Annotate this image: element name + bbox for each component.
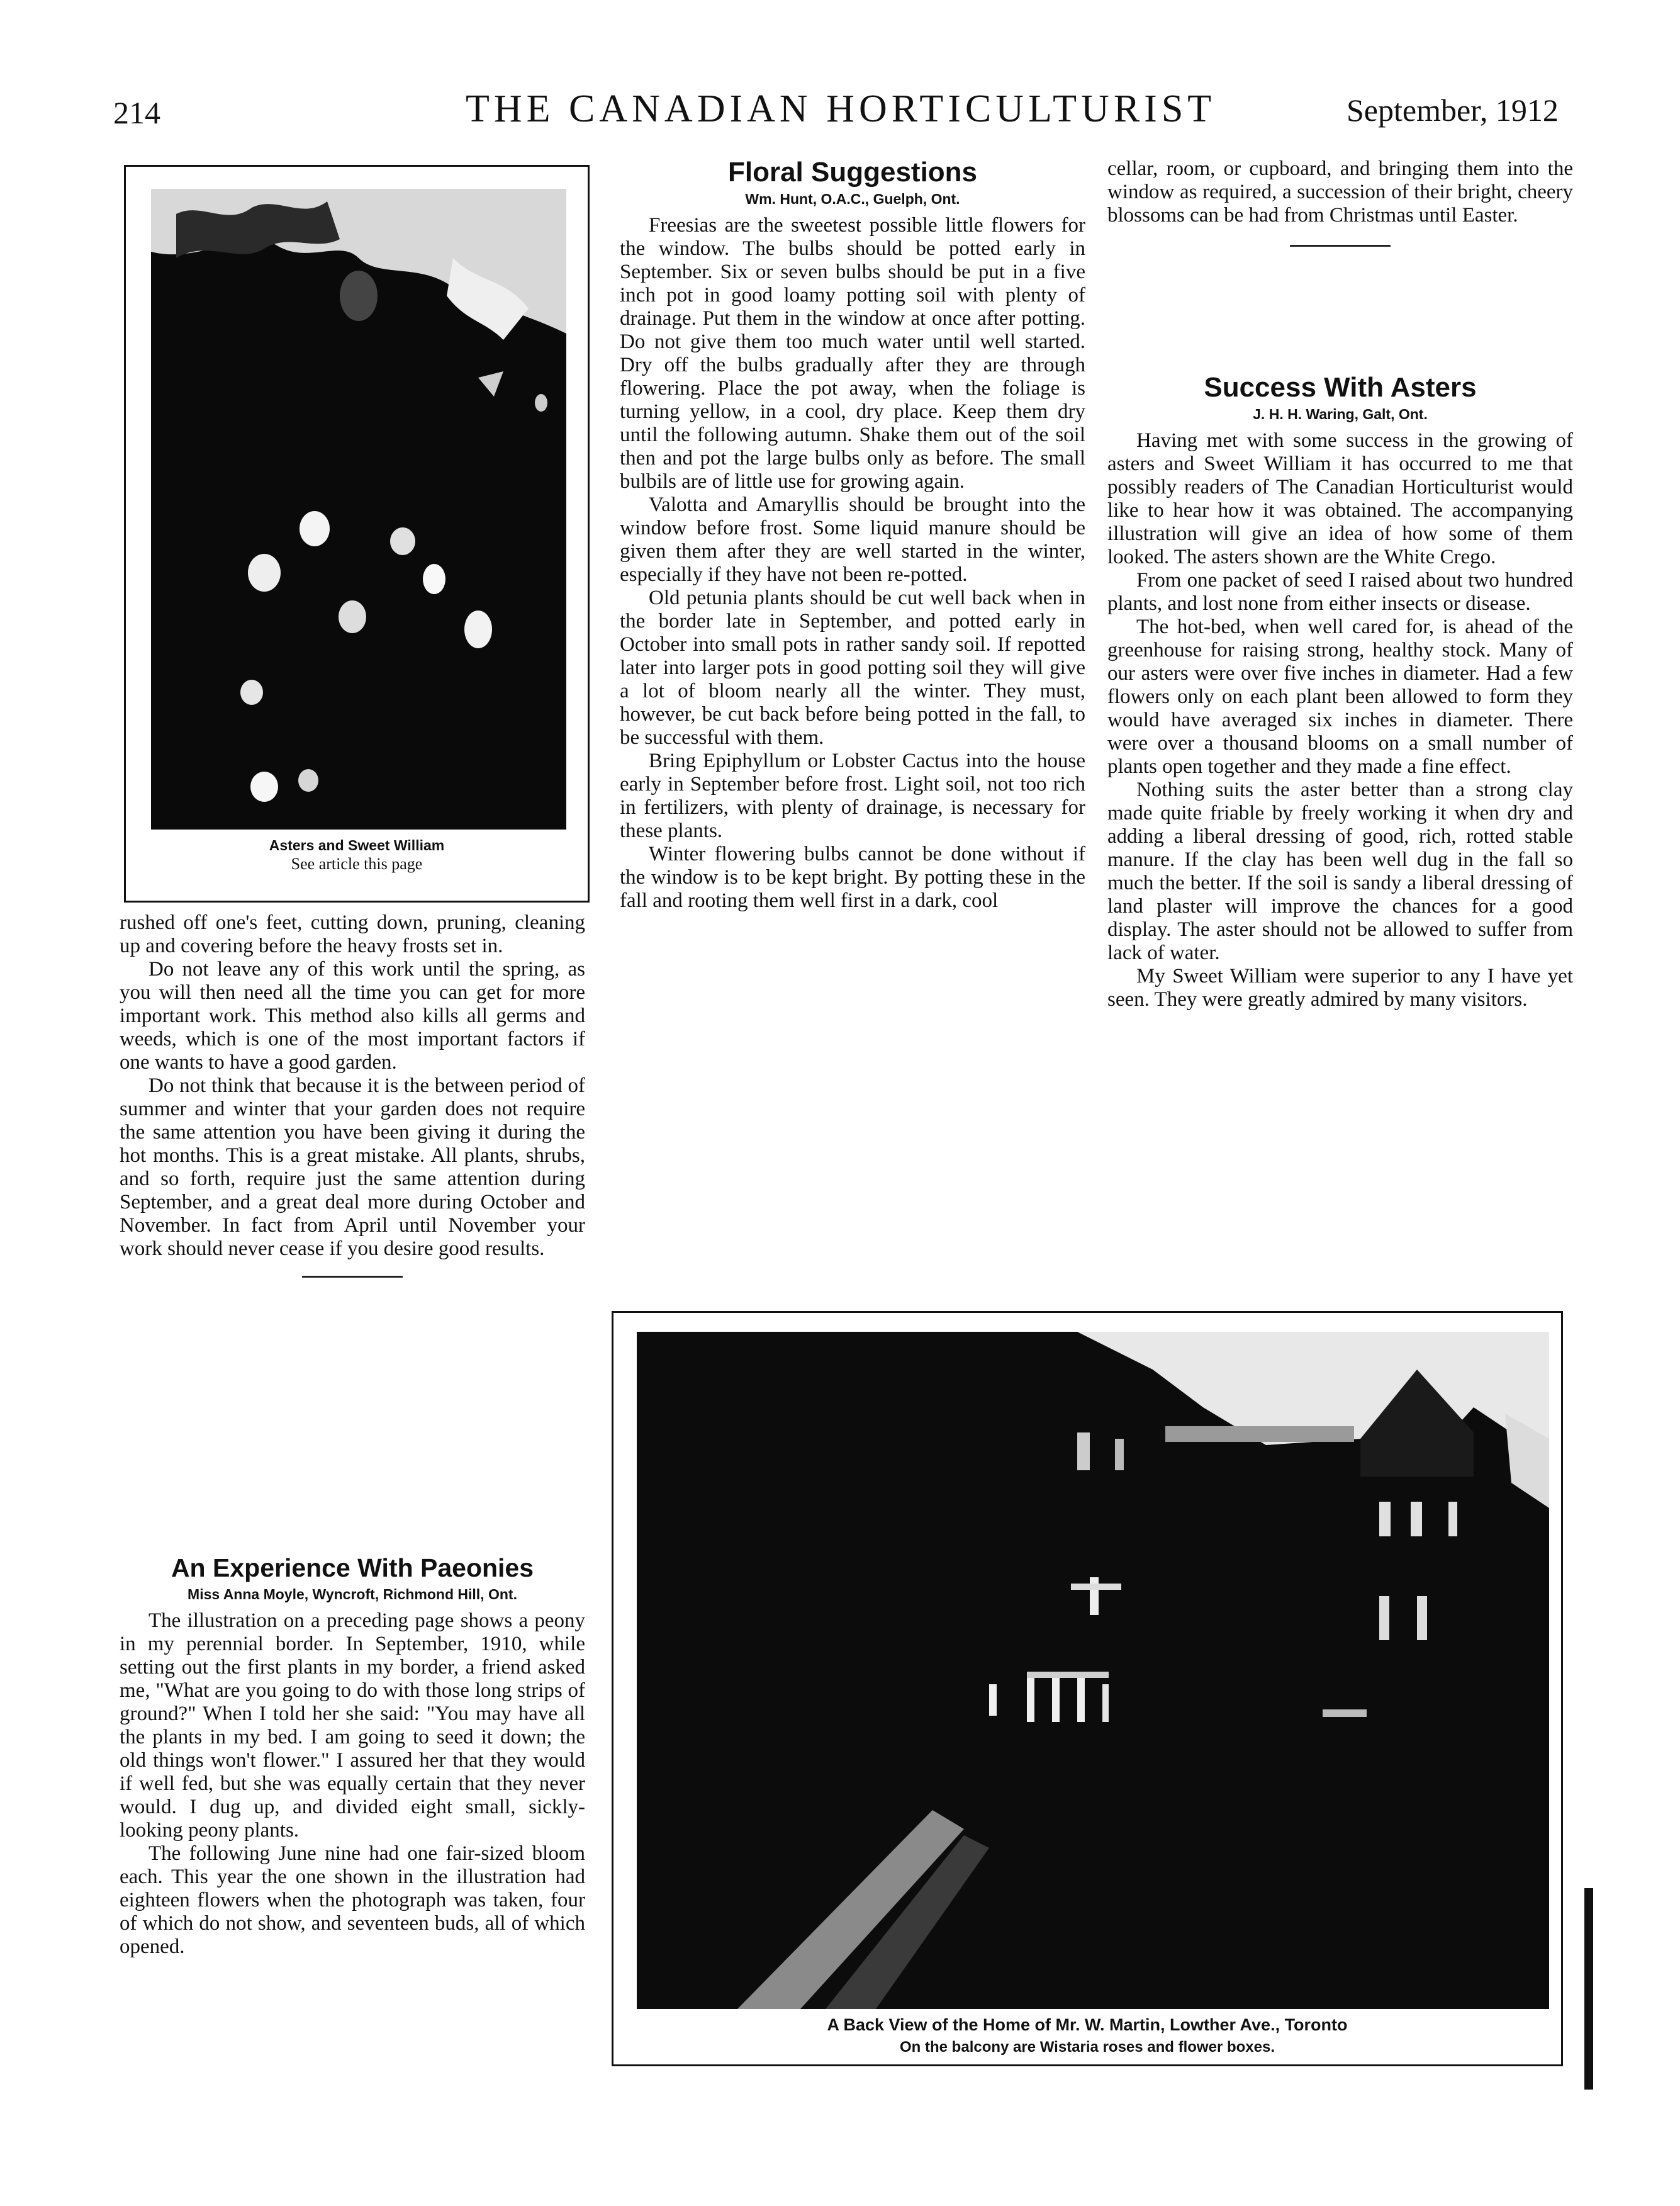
paragraph: The following June nine had one fair-sized bloom each. This year the one shown in the illustration had eighteen flowers when the photograph was taken, four of which do not show, and seventeen buds, all of which opened. [120, 1842, 585, 1958]
divider [302, 1276, 403, 1278]
paragraph: Do not think that because it is the between period of summer and winter that your garden does not require the same attention you have been giving it during the hot months. This is a great mistake. All plants, shrubs, and so forth, require just the same attention during September, and a great deal more during October and November. In fact from April until November your work should never cease if you desire good results. [120, 1074, 585, 1260]
home-caption-note: On the balcony are Wistaria roses and flower boxes. [900, 2039, 1275, 2056]
issue-date: September, 1912 [1347, 93, 1559, 128]
paragraph: Having met with some success in the growing of asters and Sweet William it has occurred to me that possibly readers of The Canadian Horticulturist would like to hear how it was obtained. The accompanying illustration will give an idea of how some of them looked. The asters shown are the White Crego. [1107, 429, 1573, 568]
home-photo [637, 1332, 1549, 2009]
article-byline: J. H. H. Waring, Galt, Ont. [1253, 406, 1428, 422]
asters-caption-note: See article this page [291, 855, 423, 873]
asters-figure-caption [126, 836, 588, 874]
asters-caption-title: Asters and Sweet William [269, 837, 445, 853]
paragraph: Freesias are the sweetest possible little flowers for the window. The bulbs should be potted early in September. Six or seven bulbs should be put in a five inch pot in good loamy potting soil with plenty of drainage. Put them in the window at once after potting. Do not give them too much water until well started. Dry off the bulbs gradually after they are through flowering. Place the pot away, when the foliage is turning yellow, in a cool, dry place. Keep them dry until the following autumn. Shake them out of the soil then and pot the large bulbs only as before. The small bulbils are of little use for growing again. [620, 214, 1085, 493]
paragraph: Winter flowering bulbs cannot be done without if the window is to be kept bright. By potting these in the fall and rooting them well first in a dark, cool [620, 843, 1085, 912]
asters-photo [151, 189, 566, 830]
article-byline: Wm. Hunt, O.A.C., Guelph, Ont. [745, 191, 960, 207]
column-1-continuation [120, 911, 585, 1278]
article-byline: Miss Anna Moyle, Wyncroft, Richmond Hill, Ont. [188, 1586, 517, 1602]
article-floral-suggestions [620, 156, 1085, 913]
paragraph: Bring Epiphyllum or Lobster Cactus into the house early in September before frost. Light soil, not too rich in fertilizers, with plenty of drainage, is necessary for these plants. [620, 750, 1085, 842]
article-success-with-asters [1107, 371, 1573, 1011]
paragraph: From one packet of seed I raised about two hundred plants, and lost none from either insects or disease. [1107, 569, 1573, 615]
paragraph: Old petunia plants should be cut well back when in the border late in September, and potted early in October into small pots in rather sandy soil. If repotted later into larger pots in good potting soil they will give a lot of bloom nearly all the winter. They must, however, be cut back before being potted in the fall, to be successful with them. [620, 587, 1085, 749]
article-paeonies [120, 1551, 585, 1959]
paragraph: Do not leave any of this work until the spring, as you will then need all the time you can get for more important work. This method also kills all germs and weeds, which is one of the most important factors if one wants to have a good garden. [120, 958, 585, 1074]
asters-photo-illustration [151, 189, 566, 830]
paragraph: rushed off one's feet, cutting down, pruning, cleaning up and covering before the heavy frosts set in. [120, 911, 585, 957]
page-number: 214 [113, 95, 160, 130]
paragraph: The illustration on a preceding page shows a peony in my perennial border. In September, 1910, while setting out the first plants in my border, a friend asked me, "What are you going to do with those long strips of ground?" When I told her she said: "You may have all the plants in my bed. I am going to seed it down; the old things won't flower." I assured her that they would if well fed, but she was equally certain that they never would. I dug up, and divided eight small, sickly-looking peony plants. [120, 1609, 585, 1842]
article-title: Success With Asters [1204, 372, 1477, 403]
paragraph: The hot-bed, when well cared for, is ahead of the greenhouse for raising strong, healthy stock. Many of our asters were over five inches in diameter. Had a few flowers only on each plant been allowed to form they would have averaged six inches in diameter. There were over a thousand blooms on a small number of plants open together and they made a fine effect. [1107, 616, 1573, 778]
home-photo-illustration [637, 1332, 1549, 2009]
column-3-continuation [1107, 157, 1573, 247]
home-caption-title: A Back View of the Home of Mr. W. Martin, Lowther Ave., Toronto [827, 2015, 1348, 2034]
paragraph: Valotta and Amaryllis should be brought into the window before frost. Some liquid manure should be given them after they are well started in the winter, especially if they have not been re-potted. [620, 493, 1085, 586]
paragraph: cellar, room, or cupboard, and bringing them into the window as required, a succession of their bright, cheery blossoms can be had from Christmas until Easter. [1107, 157, 1573, 227]
divider [1290, 245, 1391, 247]
scan-edge-mark [1584, 1888, 1593, 2090]
home-figure-caption [613, 2014, 1561, 2058]
masthead: THE CANADIAN HORTICULTURIST [466, 87, 1216, 130]
article-title: Floral Suggestions [727, 157, 978, 188]
paragraph: Nothing suits the aster better than a strong clay made quite friable by freely working it when dry and adding a liberal dressing of good, rich, rotted stable manure. If the clay has been well dug in the fall so much the better. If the soil is sandy a liberal dressing of land plaster will improve the chances for a good display. The aster should not be allowed to suffer from lack of water. [1107, 779, 1573, 964]
paragraph: My Sweet William were superior to any I have yet seen. They were greatly admired by many visitors. [1107, 965, 1573, 1011]
article-title: An Experience With Paeonies [171, 1553, 534, 1582]
